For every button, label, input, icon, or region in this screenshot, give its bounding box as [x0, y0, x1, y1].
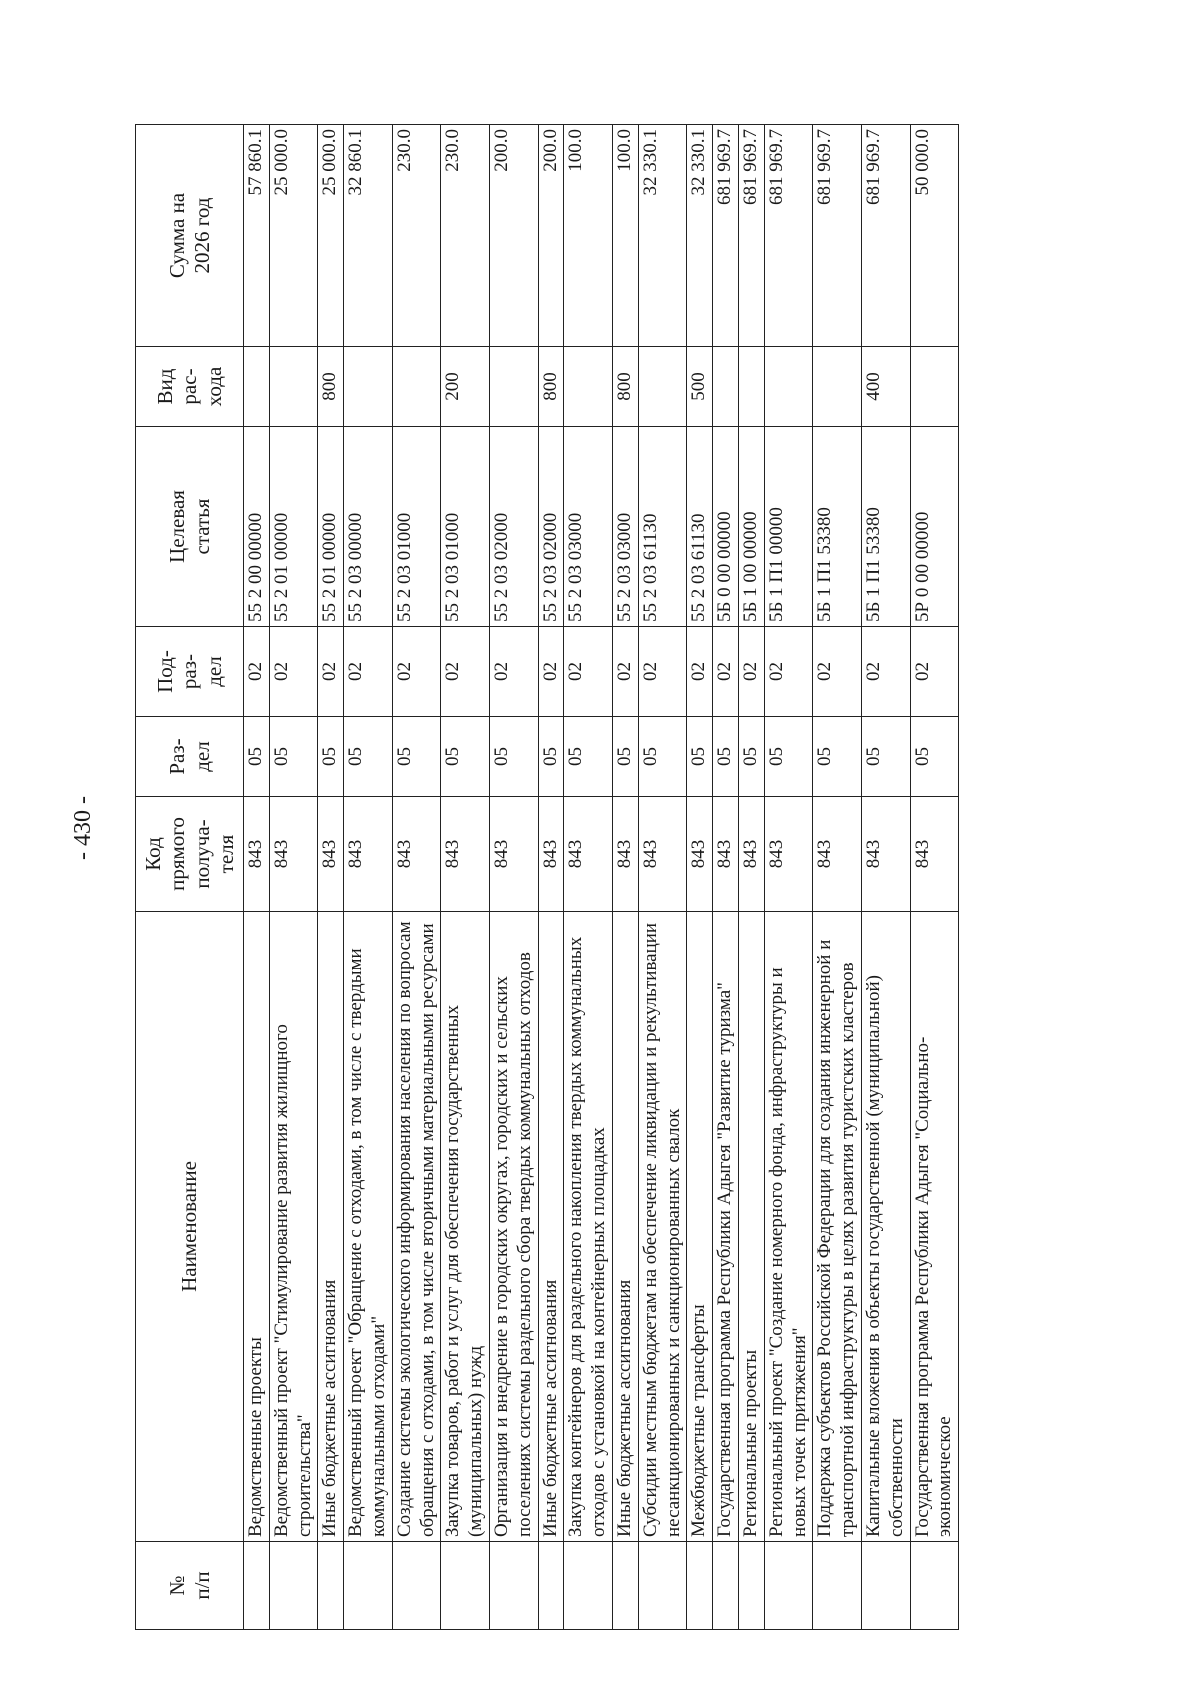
- cell-recipient-code: 843: [489, 797, 538, 912]
- cell-num: [687, 1542, 713, 1630]
- cell-sum: 681 969.7: [738, 125, 764, 347]
- cell-num: [861, 1542, 910, 1630]
- cell-section: 05: [764, 717, 813, 797]
- cell-name: Региональные проекты: [738, 912, 764, 1542]
- table-row: [538, 125, 564, 1630]
- cell-subsection: 02: [344, 627, 393, 717]
- table-header-row: [136, 125, 244, 1630]
- cell-recipient-code: 843: [638, 797, 687, 912]
- cell-name: Субсидии местным бюджетам на обеспечение ликвидации и рекультивации несанкционированных и санкционированных свалок: [638, 912, 687, 1542]
- cell-recipient-code: 843: [713, 797, 739, 912]
- cell-sum: 100.0: [564, 125, 613, 347]
- cell-target-article: 5Б 1 00 00000: [738, 427, 764, 627]
- cell-subsection: 02: [638, 627, 687, 717]
- cell-sum: 57 860.1: [244, 125, 270, 347]
- header-num: № п/п: [136, 1542, 244, 1630]
- cell-expense-type: [392, 347, 441, 427]
- cell-num: [813, 1542, 862, 1630]
- cell-section: 05: [538, 717, 564, 797]
- cell-num: [612, 1542, 638, 1630]
- cell-section: 05: [910, 717, 959, 797]
- cell-expense-type: 500: [687, 347, 713, 427]
- cell-sum: 25 000.0: [269, 125, 318, 347]
- cell-num: [538, 1542, 564, 1630]
- cell-section: 05: [344, 717, 393, 797]
- table-row: [813, 125, 862, 1630]
- cell-name: Иные бюджетные ассигнования: [612, 912, 638, 1542]
- cell-section: 05: [392, 717, 441, 797]
- cell-sum: 681 969.7: [861, 125, 910, 347]
- table-row: [861, 125, 910, 1630]
- cell-sum: 25 000.0: [318, 125, 344, 347]
- cell-recipient-code: 843: [687, 797, 713, 912]
- cell-num: [244, 1542, 270, 1630]
- cell-name: Государственная программа Республики Адыгея "Социально-экономическое: [910, 912, 959, 1542]
- table-row: [687, 125, 713, 1630]
- cell-recipient-code: 843: [564, 797, 613, 912]
- cell-recipient-code: 843: [269, 797, 318, 912]
- cell-recipient-code: 843: [764, 797, 813, 912]
- cell-expense-type: 800: [538, 347, 564, 427]
- cell-sum: 681 969.7: [764, 125, 813, 347]
- cell-sum: 32 860.1: [344, 125, 393, 347]
- cell-subsection: 02: [489, 627, 538, 717]
- cell-expense-type: [638, 347, 687, 427]
- cell-name: Ведомственные проекты: [244, 912, 270, 1542]
- cell-num: [441, 1542, 490, 1630]
- cell-section: 05: [612, 717, 638, 797]
- cell-sum: 681 969.7: [713, 125, 739, 347]
- cell-target-article: 55 2 00 00000: [244, 427, 270, 627]
- cell-name: Межбюджетные трансферты: [687, 912, 713, 1542]
- cell-num: [344, 1542, 393, 1630]
- cell-target-article: 55 2 01 00000: [269, 427, 318, 627]
- cell-target-article: 5Б 1 П1 00000: [764, 427, 813, 627]
- cell-recipient-code: 843: [538, 797, 564, 912]
- header-recipient-code: Код прямого получа- теля: [136, 797, 244, 912]
- header-section: Раз- дел: [136, 717, 244, 797]
- cell-recipient-code: 843: [861, 797, 910, 912]
- cell-num: [713, 1542, 739, 1630]
- cell-target-article: 55 2 03 01000: [392, 427, 441, 627]
- cell-num: [392, 1542, 441, 1630]
- cell-target-article: 5Б 1 П1 53380: [813, 427, 862, 627]
- cell-recipient-code: 843: [244, 797, 270, 912]
- cell-subsection: 02: [392, 627, 441, 717]
- cell-recipient-code: 843: [813, 797, 862, 912]
- cell-num: [910, 1542, 959, 1630]
- cell-sum: 200.0: [538, 125, 564, 347]
- cell-target-article: 55 2 03 03000: [612, 427, 638, 627]
- cell-sum: 100.0: [612, 125, 638, 347]
- cell-recipient-code: 843: [392, 797, 441, 912]
- cell-subsection: 02: [538, 627, 564, 717]
- table-row: [713, 125, 739, 1630]
- cell-target-article: 5Б 1 П1 53380: [861, 427, 910, 627]
- cell-target-article: 5Б 0 00 00000: [713, 427, 739, 627]
- cell-expense-type: [269, 347, 318, 427]
- cell-sum: 200.0: [489, 125, 538, 347]
- cell-subsection: 02: [269, 627, 318, 717]
- cell-num: [638, 1542, 687, 1630]
- cell-recipient-code: 843: [738, 797, 764, 912]
- cell-subsection: 02: [564, 627, 613, 717]
- cell-sum: 32 330.1: [687, 125, 713, 347]
- table-row: [738, 125, 764, 1630]
- header-expense-type: Вид рас- хода: [136, 347, 244, 427]
- cell-sum: 50 000.0: [910, 125, 959, 347]
- cell-sum: 230.0: [392, 125, 441, 347]
- table-row: [244, 125, 270, 1630]
- header-sum-2026: Сумма на 2026 год: [136, 125, 244, 347]
- cell-name: Создание системы экологического информирования населения по вопросам обращения с отходами, в том числе вторичными материальными ресурсами: [392, 912, 441, 1542]
- cell-subsection: 02: [441, 627, 490, 717]
- cell-expense-type: [910, 347, 959, 427]
- cell-expense-type: [489, 347, 538, 427]
- cell-target-article: 55 2 03 61130: [687, 427, 713, 627]
- cell-target-article: 55 2 03 02000: [489, 427, 538, 627]
- cell-subsection: 02: [244, 627, 270, 717]
- rotated-table-container: [135, 125, 959, 1630]
- cell-section: 05: [687, 717, 713, 797]
- cell-expense-type: [244, 347, 270, 427]
- cell-name: Региональный проект "Создание номерного фонда, инфраструктуры и новых точек притяжения": [764, 912, 813, 1542]
- cell-name: Государственная программа Республики Адыгея "Развитие туризма": [713, 912, 739, 1542]
- cell-expense-type: [813, 347, 862, 427]
- cell-subsection: 02: [764, 627, 813, 717]
- table-row: [489, 125, 538, 1630]
- cell-subsection: 02: [612, 627, 638, 717]
- cell-section: 05: [813, 717, 862, 797]
- page-number: - 430 -: [70, 796, 96, 860]
- cell-section: 05: [738, 717, 764, 797]
- cell-expense-type: [738, 347, 764, 427]
- cell-recipient-code: 843: [441, 797, 490, 912]
- cell-section: 05: [638, 717, 687, 797]
- table-row: [612, 125, 638, 1630]
- cell-subsection: 02: [687, 627, 713, 717]
- table-row: [344, 125, 393, 1630]
- cell-recipient-code: 843: [318, 797, 344, 912]
- cell-num: [269, 1542, 318, 1630]
- table-row: [269, 125, 318, 1630]
- cell-name: Капитальные вложения в объекты государственной (муниципальной) собственности: [861, 912, 910, 1542]
- cell-expense-type: 800: [318, 347, 344, 427]
- table-row: [441, 125, 490, 1630]
- table-row: [638, 125, 687, 1630]
- cell-num: [738, 1542, 764, 1630]
- cell-section: 05: [861, 717, 910, 797]
- cell-subsection: 02: [910, 627, 959, 717]
- cell-num: [318, 1542, 344, 1630]
- header-name: Наименование: [136, 912, 244, 1542]
- cell-target-article: 55 2 03 61130: [638, 427, 687, 627]
- cell-section: 05: [269, 717, 318, 797]
- cell-target-article: 55 2 01 00000: [318, 427, 344, 627]
- table-row: [910, 125, 959, 1630]
- cell-target-article: 5Р 0 00 00000: [910, 427, 959, 627]
- cell-num: [564, 1542, 613, 1630]
- cell-expense-type: 800: [612, 347, 638, 427]
- cell-section: 05: [244, 717, 270, 797]
- table-row: [564, 125, 613, 1630]
- cell-name: Организация и внедрение в городских округах, городских и сельских поселениях системы раздельного сбора твердых коммунальных отходов: [489, 912, 538, 1542]
- cell-expense-type: 200: [441, 347, 490, 427]
- cell-subsection: 02: [861, 627, 910, 717]
- cell-name: Иные бюджетные ассигнования: [538, 912, 564, 1542]
- cell-num: [489, 1542, 538, 1630]
- cell-target-article: 55 2 03 00000: [344, 427, 393, 627]
- cell-name: Иные бюджетные ассигнования: [318, 912, 344, 1542]
- cell-section: 05: [441, 717, 490, 797]
- cell-subsection: 02: [813, 627, 862, 717]
- cell-sum: 32 330.1: [638, 125, 687, 347]
- cell-recipient-code: 843: [612, 797, 638, 912]
- cell-target-article: 55 2 03 01000: [441, 427, 490, 627]
- cell-subsection: 02: [738, 627, 764, 717]
- cell-name: Ведомственный проект "Стимулирование развития жилищного строительства": [269, 912, 318, 1542]
- cell-section: 05: [564, 717, 613, 797]
- cell-section: 05: [318, 717, 344, 797]
- cell-subsection: 02: [318, 627, 344, 717]
- header-subsection: Под- раз- дел: [136, 627, 244, 717]
- cell-name: Поддержка субъектов Российской Федерации для создания инженерной и транспортной инфраструктуры в целях развития туристских кластеров: [813, 912, 862, 1542]
- cell-section: 05: [713, 717, 739, 797]
- cell-section: 05: [489, 717, 538, 797]
- cell-recipient-code: 843: [910, 797, 959, 912]
- cell-sum: 681 969.7: [813, 125, 862, 347]
- table-row: [392, 125, 441, 1630]
- cell-target-article: 55 2 03 03000: [564, 427, 613, 627]
- table-row: [764, 125, 813, 1630]
- cell-name: Закупка товаров, работ и услуг для обеспечения государственных (муниципальных) нужд: [441, 912, 490, 1542]
- cell-expense-type: 400: [861, 347, 910, 427]
- cell-num: [764, 1542, 813, 1630]
- cell-name: Закупка контейнеров для раздельного накопления твердых коммунальных отходов с установкой на контейнерных площадках: [564, 912, 613, 1542]
- header-target-article: Целевая статья: [136, 427, 244, 627]
- cell-expense-type: [764, 347, 813, 427]
- cell-subsection: 02: [713, 627, 739, 717]
- cell-name: Ведомственный проект "Обращение с отходами, в том числе с твердыми коммунальными отходами": [344, 912, 393, 1542]
- budget-table: [135, 124, 959, 1630]
- cell-recipient-code: 843: [344, 797, 393, 912]
- table-body: [244, 125, 959, 1630]
- cell-expense-type: [564, 347, 613, 427]
- cell-expense-type: [713, 347, 739, 427]
- cell-sum: 230.0: [441, 125, 490, 347]
- table-row: [318, 125, 344, 1630]
- cell-expense-type: [344, 347, 393, 427]
- cell-target-article: 55 2 03 02000: [538, 427, 564, 627]
